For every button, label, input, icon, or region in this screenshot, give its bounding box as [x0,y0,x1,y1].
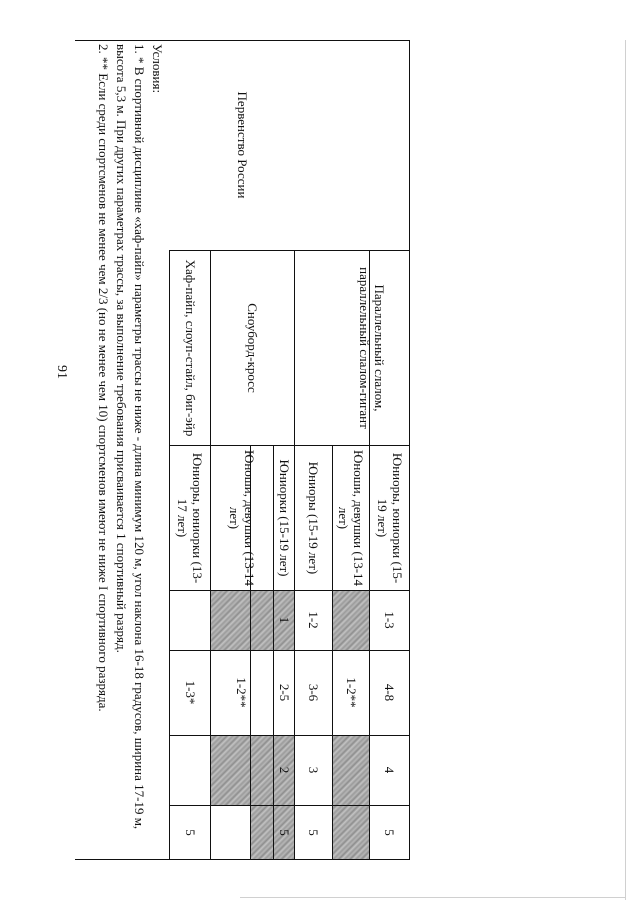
value-cell: 4 [382,766,398,774]
age-group-cell: Юниоры, юниорки (13-17 лет) [175,452,206,584]
shade [211,590,251,650]
shade [333,735,370,860]
value-cell: 5 [306,829,322,836]
notes-block [94,44,166,856]
value-cell: 5 [183,829,198,836]
discipline-halfpipe: Хаф-пайп, слоуп-стайл, биг-эйр [183,259,198,437]
page-edge-right [625,40,626,900]
age-group-cell: Юноши, девушки (13-14 лет) [336,449,367,587]
value-cell: 1 [277,616,292,624]
value-cell: 1-2** [344,677,359,708]
value-cell: 4-8 [382,683,398,702]
page-number: 91 [54,365,69,379]
age-group-cell: Юниорки (15-19 лет) [277,459,292,577]
value-cell: 2-5 [277,683,292,702]
value-cell: 1-2** [234,677,250,708]
value-cell: 1-2 [306,611,322,629]
discipline-parallel: Параллельный слалом, параллельный слалом-гигант [357,267,387,429]
age-group-cell: Юниоры, юниорки (15-19 лет) [375,452,405,584]
age-group-cell: Юноши, девушки (13-14 лет) [227,449,257,587]
value-cell: 1-3 [382,611,398,629]
value-cell: 5 [382,829,398,836]
value-cell: 2 [277,766,292,774]
competition-cell: Первенство России [235,91,250,199]
notes-title: Условия: [150,44,165,94]
rotated-document [75,40,410,860]
note-2: 2. ** Если среди спортсменов не менее чем 2/3 (но не менее чем 10) спортсменов имеют не ниже I спортивного разряда. [96,44,111,712]
table-frame [75,40,410,860]
value-cell: 3-6 [306,683,322,702]
page-edge-bottom [240,897,625,898]
value-cell: 3 [306,766,322,774]
value-cell: 5 [277,829,292,836]
shade [333,590,370,650]
value-cell: 1-3* [183,680,198,705]
age-group-cell: Юниоры (15-19 лет) [306,461,322,575]
discipline-snowboard-cross: Сноуборд-кросс [245,303,261,393]
note-1: 1. * В спортивной дисциплине «хаф-пайп» параметры трассы не ниже - длина минимум 120 м, угол наклона 16-18 градусов, ширина 17-19 м, высота 5,3 м. При других параметрах трассы, за выполнение требования присваивается 1 спортивный разряд. [114,44,147,830]
